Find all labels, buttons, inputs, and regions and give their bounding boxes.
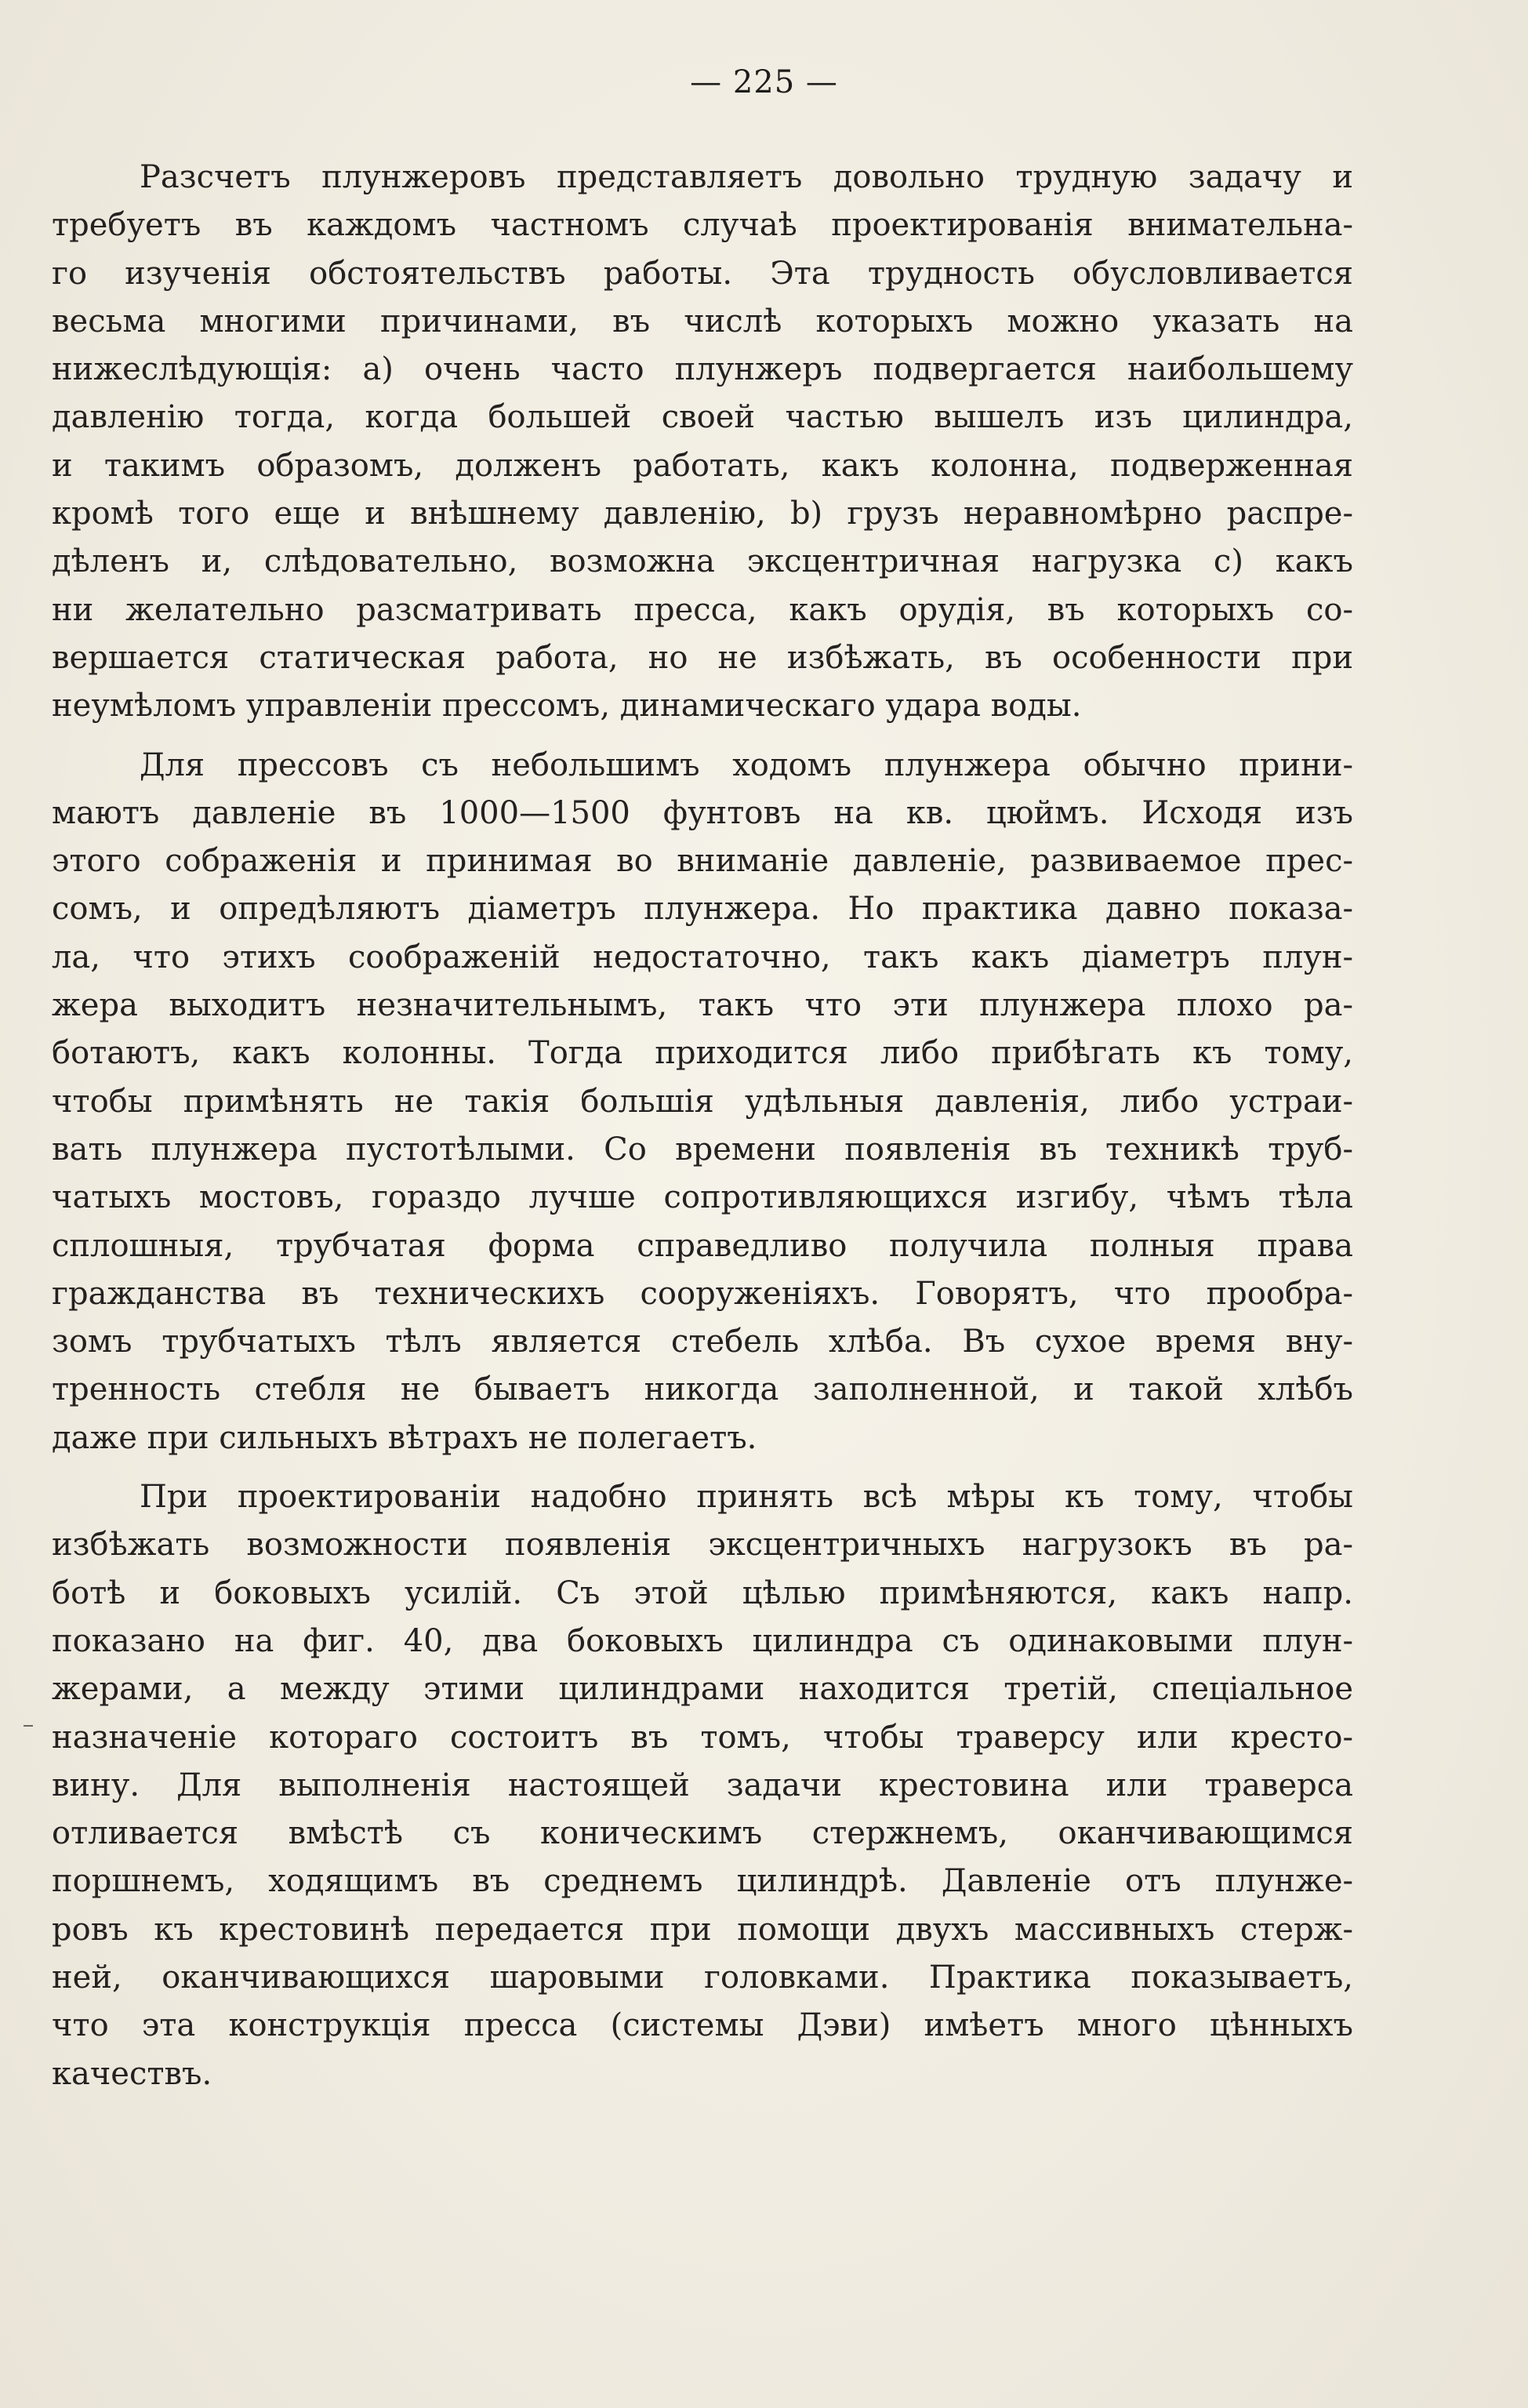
text-line: качествъ. [52, 2055, 212, 2092]
text-line: чатыхъ мостовъ, гораздо лучше сопротивляющихся изгибу, чѣмъ тѣла [52, 1179, 1353, 1216]
text-line: При проектированіи надобно принять всѣ мѣры къ тому, чтобы [140, 1479, 1353, 1516]
text-line: ботаютъ, какъ колонны. Тогда приходится либо прибѣгать къ тому, [52, 1035, 1353, 1072]
paragraph [52, 742, 1353, 1462]
text-line: дѣленъ и, слѣдовательно, возможна эксцентричная нагрузка с) какъ [52, 543, 1353, 580]
text-line: давленію тогда, когда большей своей частью вышелъ изъ цилиндра, [52, 399, 1353, 436]
text-line: кромѣ того еще и внѣшнему давленію, b) грузъ неравномѣрно распре- [52, 496, 1353, 532]
text-line: ни желательно разсматривать пресса, какъ орудія, въ которыхъ со- [52, 591, 1353, 628]
body-text [52, 154, 1353, 2098]
text-line: Для прессовъ съ небольшимъ ходомъ плунжера обычно прини- [140, 746, 1353, 783]
text-line: ней, оканчивающихся шаровыми головками. Практика показываетъ, [52, 1959, 1353, 1996]
text-line: сплошныя, трубчатая форма справедливо получила полныя права [52, 1227, 1353, 1264]
text-line: отливается вмѣстѣ съ коническимъ стержнемъ, оканчивающимся [52, 1815, 1353, 1852]
text-line: этого сображенія и принимая во вниманіе давленіе, развиваемое прес- [52, 843, 1353, 880]
text-line: назначеніе котораго состоитъ въ томъ, чтобы траверсу или кресто- [52, 1719, 1353, 1756]
paragraph [52, 1473, 1353, 2098]
text-line: вать плунжера пустотѣлыми. Со времени появленія въ техникѣ труб- [52, 1131, 1353, 1168]
text-line: показано на фиг. 40, два боковыхъ цилиндра съ одинаковыми плун- [52, 1622, 1353, 1659]
text-line: сомъ, и опредѣляютъ діаметръ плунжера. Но практика давно показа- [52, 891, 1353, 928]
text-line: ботѣ и боковыхъ усилій. Съ этой цѣлью примѣняются, какъ напр. [52, 1574, 1353, 1611]
text-line: даже при сильныхъ вѣтрахъ не полегаетъ. [52, 1419, 757, 1456]
paragraph [52, 154, 1353, 731]
text-line: гражданства въ техническихъ сооруженіяхъ. Говорятъ, что прообра- [52, 1275, 1353, 1312]
text-line: избѣжать возможности появленія эксцентричныхъ нагрузокъ въ ра- [52, 1527, 1353, 1564]
text-line: маютъ давленіе въ 1000—1500 фунтовъ на кв. цюймъ. Исходя изъ [52, 794, 1353, 831]
text-line: нижеслѣдующія: а) очень часто плунжеръ подвергается наибольшему [52, 351, 1353, 388]
text-line: вершается статическая работа, но не избѣжать, въ особенности при [52, 639, 1353, 676]
text-line: зомъ трубчатыхъ тѣлъ является стебель хлѣба. Въ сухое время вну- [52, 1324, 1353, 1360]
text-line: ровъ къ крестовинѣ передается при помощи двухъ массивныхъ стерж- [52, 1911, 1353, 1948]
text-line: поршнемъ, ходящимъ въ среднемъ цилиндрѣ. Давленіе отъ плунже- [52, 1863, 1353, 1900]
text-line: вину. Для выполненія настоящей задачи крестовина или траверса [52, 1767, 1353, 1803]
text-line: неумѣломъ управленіи прессомъ, динамическаго удара воды. [52, 688, 1082, 725]
margin-mark [24, 1725, 33, 1727]
page-number: — 225 — [690, 64, 838, 100]
text-line: го изученія обстоятельствъ работы. Эта трудность обусловливается [52, 255, 1353, 292]
text-line: жерами, а между этими цилиндрами находится третій, спеціальное [52, 1671, 1353, 1708]
text-line: требуетъ въ каждомъ частномъ случаѣ проектированія внимательна- [52, 207, 1353, 244]
text-line: и такимъ образомъ, долженъ работать, какъ колонна, подверженная [52, 447, 1353, 484]
text-line: весьма многими причинами, въ числѣ которыхъ можно указать на [52, 303, 1353, 340]
text-line: Разсчетъ плунжеровъ представляетъ довольно трудную задачу и [140, 159, 1353, 195]
text-line: ла, что этихъ соображеній недостаточно, такъ какъ діаметръ плун- [52, 939, 1353, 975]
text-line: жера выходитъ незначительнымъ, такъ что эти плунжера плохо ра- [52, 987, 1353, 1024]
text-line: что эта конструкція пресса (системы Дэви) имѣетъ много цѣнныхъ [52, 2007, 1353, 2044]
text-line: чтобы примѣнять не такія большія удѣльныя давленія, либо устраи- [52, 1083, 1353, 1120]
text-line: тренность стебля не бываетъ никогда заполненной, и такой хлѣбъ [52, 1371, 1353, 1408]
